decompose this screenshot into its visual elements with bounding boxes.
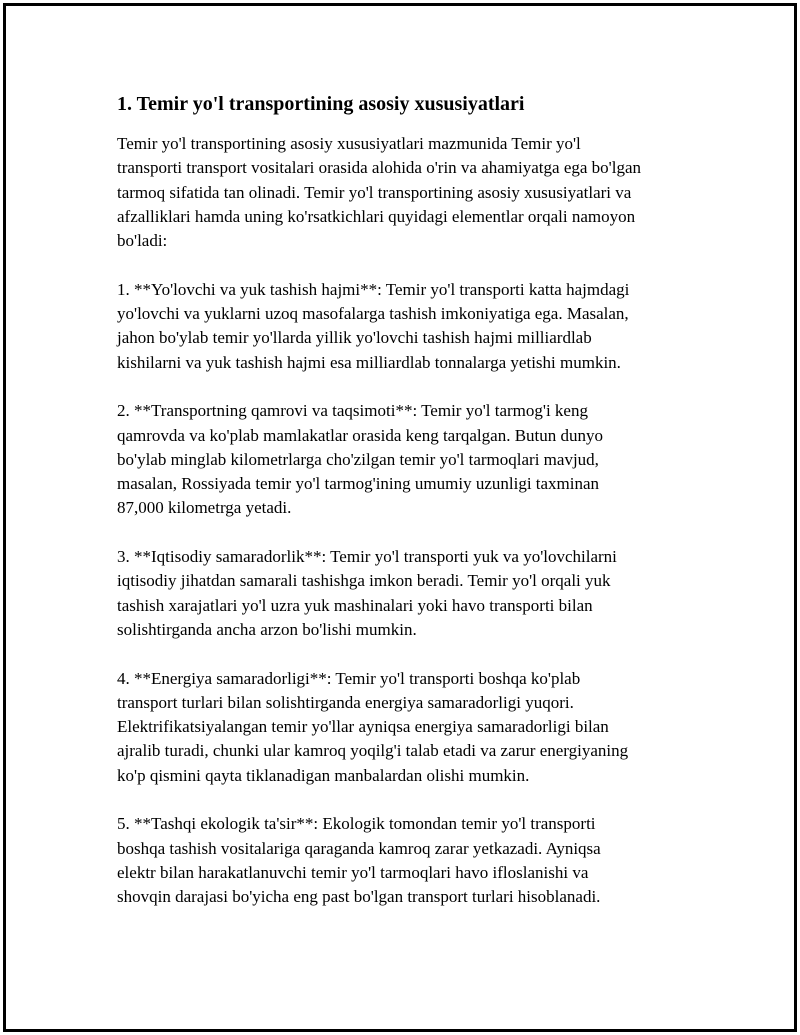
paragraph-economic-efficiency: 3. **Iqtisodiy samaradorlik**: Temir yo'l transporti yuk va yo'lovchilarni iqtisodiy jihatdan samarali tashishga imkon beradi. Temir yo'l orqali yuk tashish xarajatlari yo'l uzra yuk mashinalari yoki havo transporti bilan solishtirganda ancha arzon bo'lishi mumkin.	[117, 547, 617, 639]
paragraph-ecological-impact: 5. **Tashqi ekologik ta'sir**: Ekologik tomondan temir yo'l transporti boshqa tashish vositalariga qaraganda kamroq zarar yetkazadi. Ayniqsa elektr bilan harakatlanuvchi temir yo'l tarmoqlari havo ifloslanishi va shovqin darajasi bo'yicha eng past bo'lgan transport turlari hisoblanadi.	[117, 814, 601, 907]
section-title: 1. Temir yo'l transportining asosiy xususiyatlari	[117, 93, 525, 115]
paragraph-energy-efficiency: 4. **Energiya samaradorligi**: Temir yo'l transporti boshqa ko'plab transport turlari bilan solishtirganda energiya samaradorligi yuqori. Elektrifikatsiyalangan temir yo'llar ayniqsa energiya samaradorligi bilan ajralib turadi, chunki ular kamroq yoqilg'i talab etadi va zarur energiyaning ko'p qismini qayta tiklanadigan manbalardan olishi mumkin.	[117, 668, 629, 785]
paragraph-coverage-distribution: 2. **Transportning qamrovi va taqsimoti**: Temir yo'l tarmog'i keng qamrovda va ko'plab mamlakatlar orasida keng tarqalgan. Butun dunyo bo'ylab minglab kilometrlarga cho'zilgan temir yo'l tarmoqlari mavjud, masalan, Rossiyada temir yo'l tarmog'ining umumiy uzunligi taxminan 87,000 kilometrga yetadi.	[117, 401, 604, 518]
document-body	[117, 90, 687, 934]
intro-paragraph: Temir yo'l transportining asosiy xususiyatlari mazmunida Temir yo'l transporti transport vositalari orasida alohida o'rin va ahamiyatga ega bo'lgan tarmoq sifatida tan olinadi. Temir yo'l transportining asosiy xususiyatlari va afzalliklari hamda uning ko'rsatkichlari quyidagi elementlar orqali namoyon bo'ladi:	[117, 134, 641, 251]
paragraph-passenger-cargo-volume: 1. **Yo'lovchi va yuk tashish hajmi**: Temir yo'l transporti katta hajmdagi yo'lovchi va yuklarni uzoq masofalarga tashish imkoniyatiga ega. Masalan, jahon bo'ylab temir yo'llarda yillik yo'lovchi tashish hajmi milliardlab kishilarni va yuk tashish hajmi esa milliardlab tonnalarga yetishi mumkin.	[117, 279, 630, 372]
